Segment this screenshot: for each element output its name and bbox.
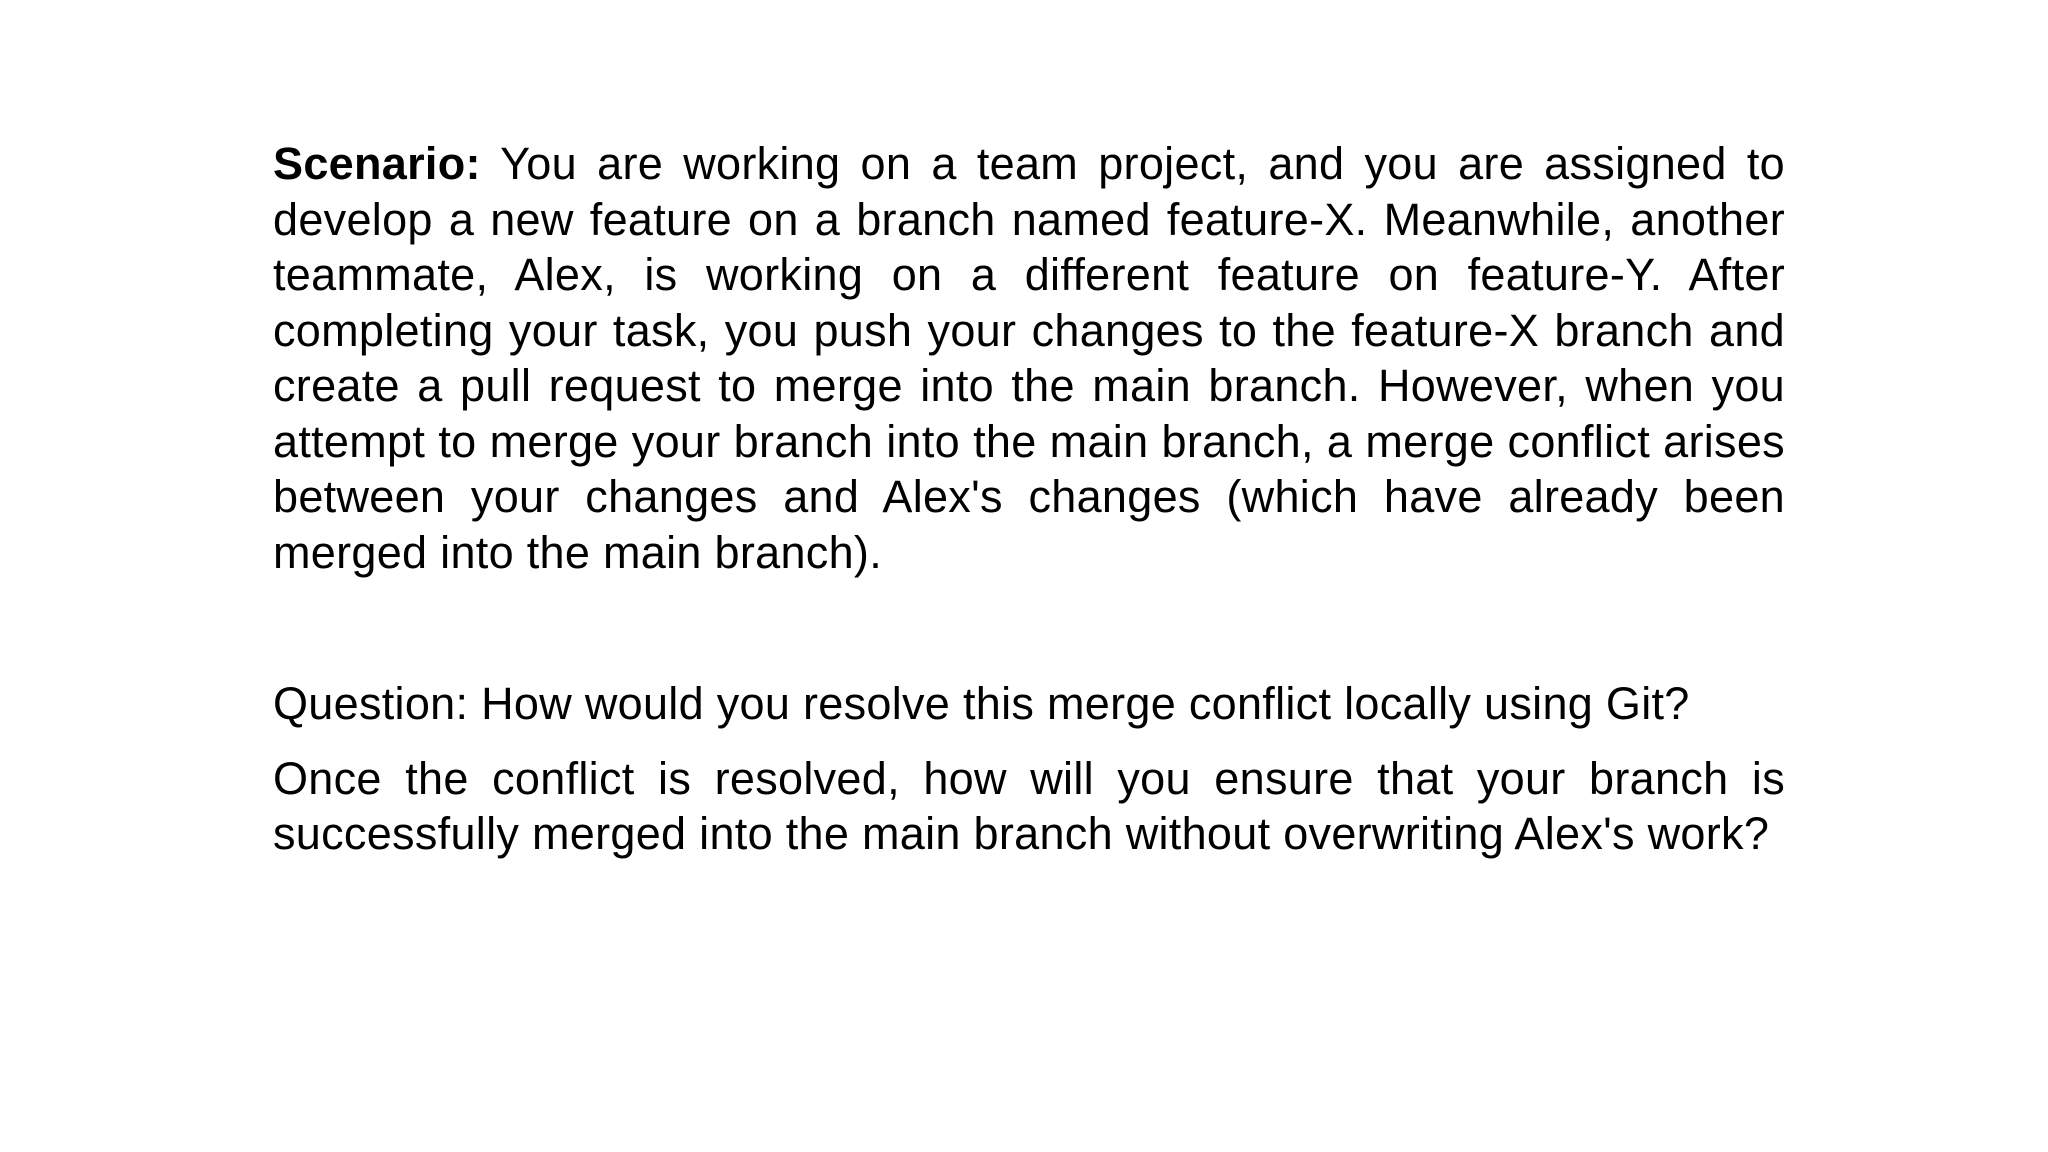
scenario-paragraph (273, 136, 1785, 580)
scenario-text: You are working on a team project, and you are assigned to develop a new feature on a branch named feature-X. Meanwhile, another teammate, Alex, is working on a different feature on feature-Y. After completing your task, you push your changes to the feature-X branch and create a pull request to merge into the main branch. However, when you attempt to merge your branch into the main branch, a merge conflict arises between your changes and Alex's changes (which have already been merged into the main branch). (273, 138, 1785, 578)
scenario-label: Scenario: (273, 138, 481, 189)
followup-paragraph: Once the conflict is resolved, how will you ensure that your branch is successfully merged into the main branch without overwriting Alex's work? (273, 752, 1785, 859)
slide-content (273, 136, 1785, 862)
question-paragraph: Question: How would you resolve this merge conflict locally using Git? (273, 678, 1690, 729)
